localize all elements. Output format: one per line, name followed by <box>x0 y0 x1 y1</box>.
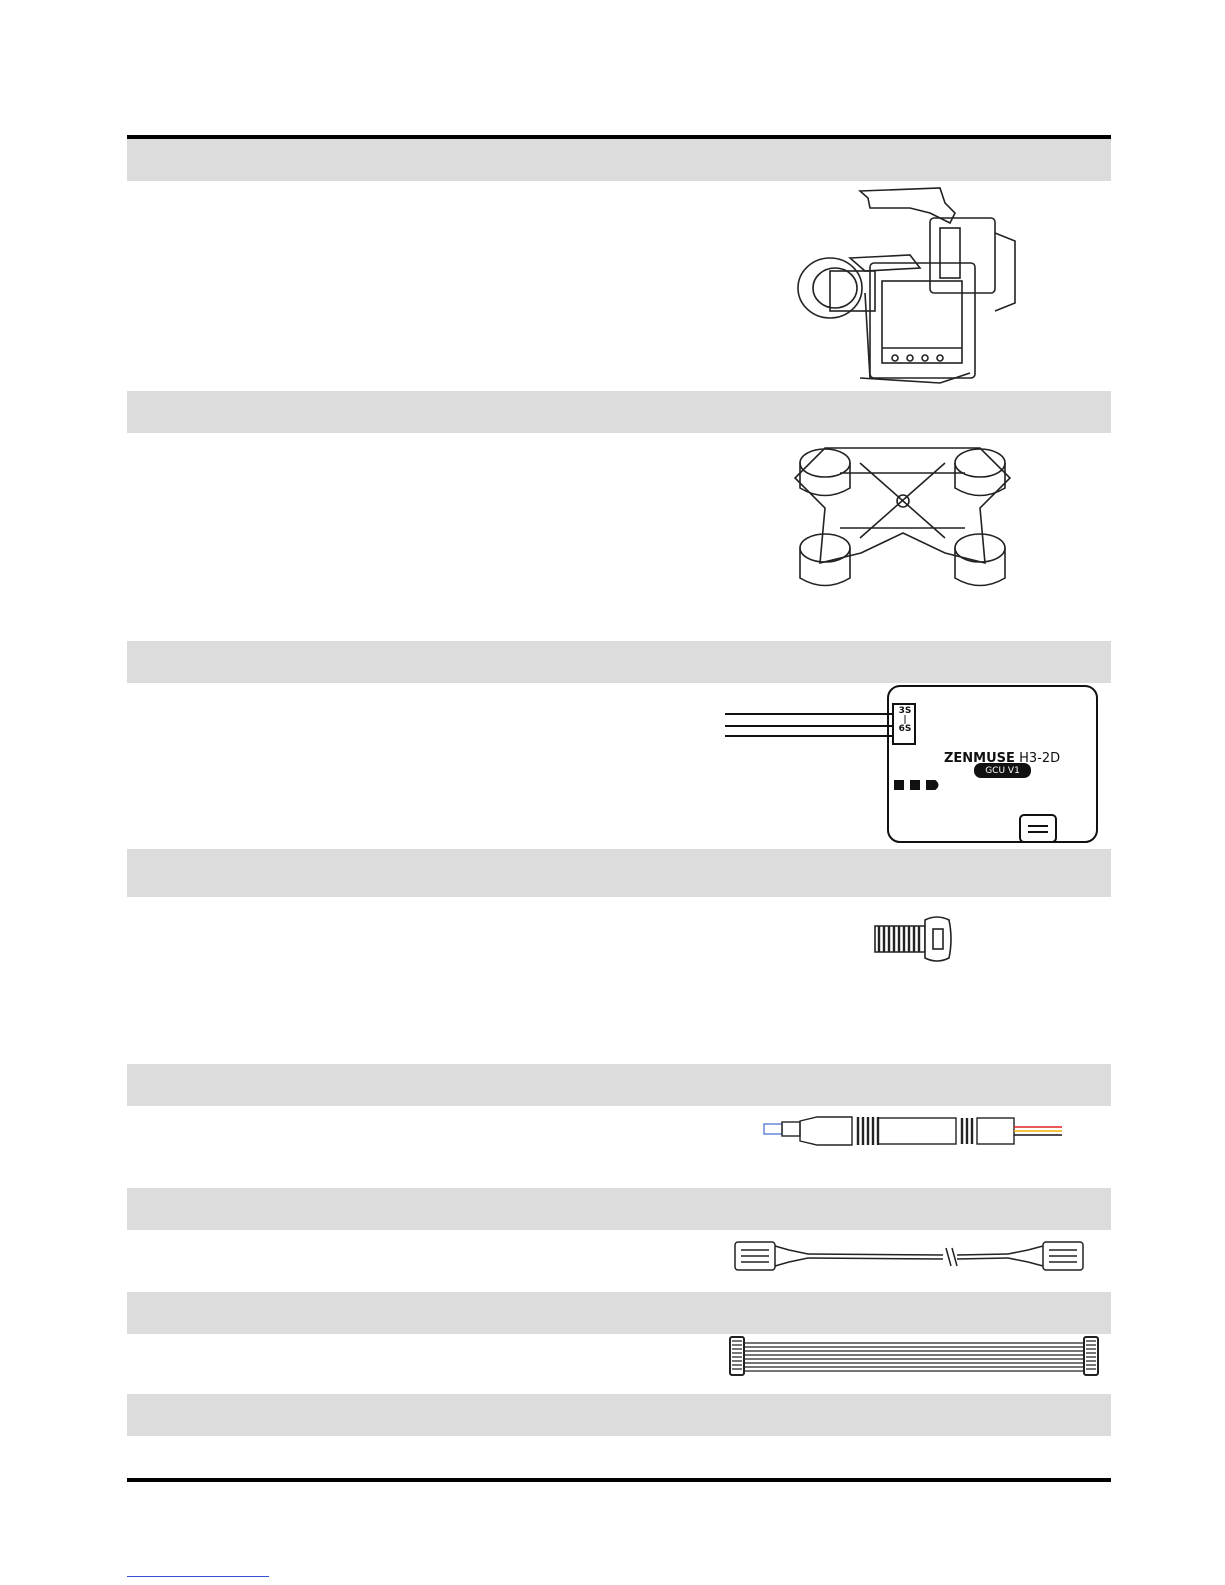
section-band-1 <box>127 139 1111 181</box>
screw-illustration <box>873 914 953 964</box>
section-band-6 <box>127 1188 1111 1230</box>
av-plug-tip <box>764 1124 782 1134</box>
can-cable-illustration <box>733 1236 1085 1276</box>
section-band-3 <box>127 641 1111 683</box>
battery-label-top: 3S <box>898 706 912 716</box>
bottom-rule <box>127 1478 1111 1482</box>
gcu-badge: GCU V1 <box>985 766 1020 776</box>
damping-plate-illustration <box>785 433 1020 605</box>
ribbon-cable-illustration <box>728 1335 1100 1377</box>
section-band-7 <box>127 1292 1111 1334</box>
battery-label-bottom: 6S <box>898 724 912 734</box>
section-band-8 <box>127 1394 1111 1436</box>
gcu-model: H3-2D <box>1019 751 1061 766</box>
footer-link-underline[interactable] <box>127 1576 269 1577</box>
battery-label-sep: | <box>903 715 907 725</box>
section-band-4 <box>127 849 1111 897</box>
av-cable-illustration <box>762 1113 1067 1149</box>
battery-label <box>895 707 915 734</box>
section-band-2 <box>127 391 1111 433</box>
gimbal-illustration <box>790 183 1030 389</box>
section-band-5 <box>127 1064 1111 1106</box>
gcu-model-name <box>944 751 1094 766</box>
gcu-brand: ZENMUSE <box>944 751 1015 766</box>
